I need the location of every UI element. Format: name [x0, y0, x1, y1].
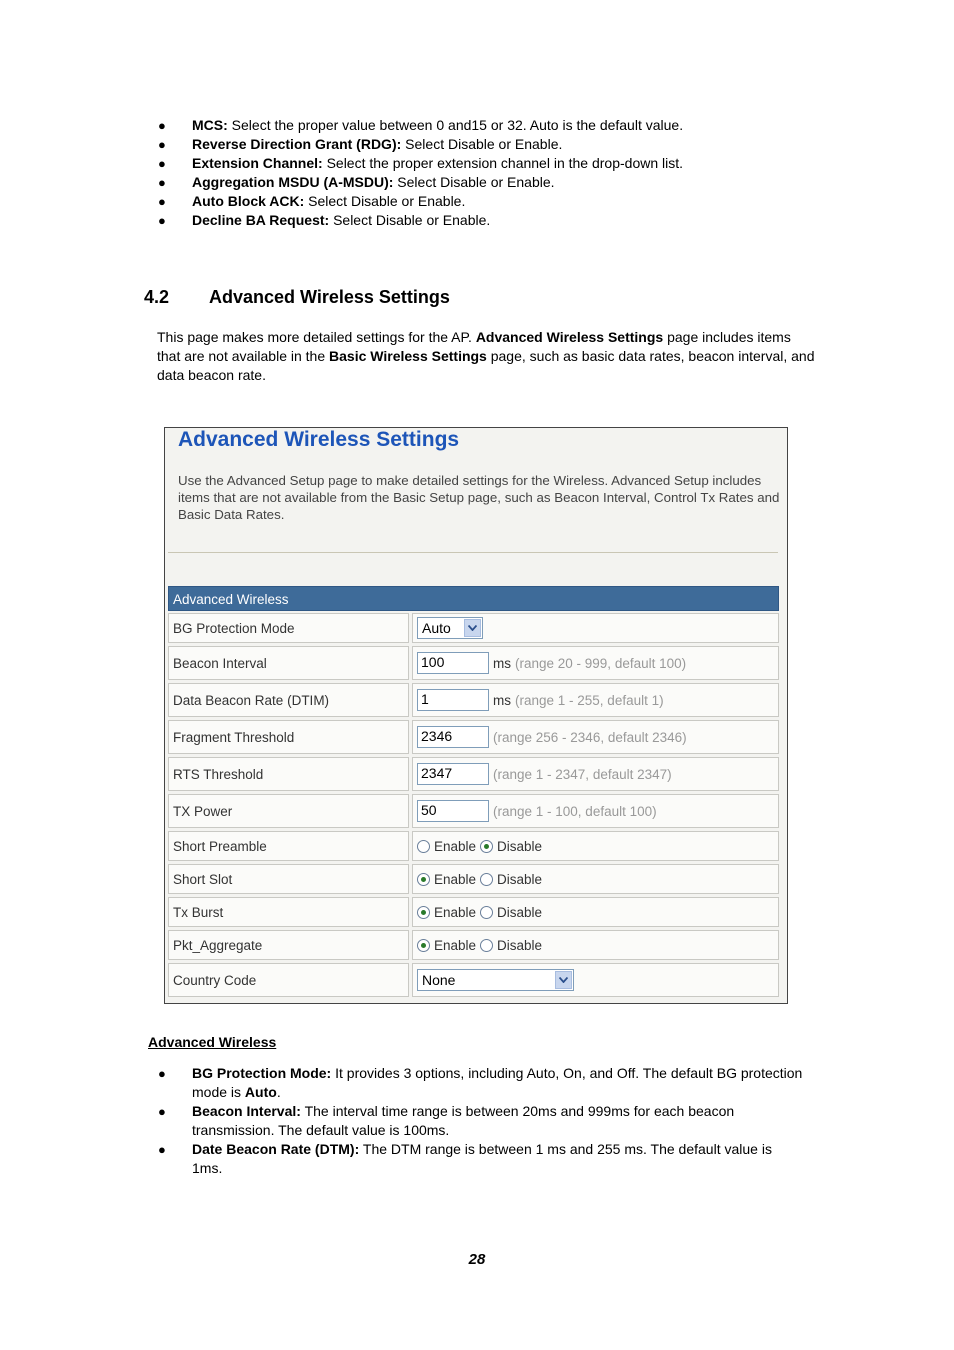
- bullet-term: Auto Block ACK:: [192, 193, 305, 209]
- radio-icon[interactable]: [417, 939, 430, 952]
- radio-label: Enable: [434, 871, 477, 887]
- tx-power-input[interactable]: 50: [417, 800, 489, 822]
- pkt-aggregate-enable-radio[interactable]: [417, 938, 476, 953]
- divider: [168, 552, 778, 553]
- tx-burst-cell: [412, 897, 779, 927]
- radio-icon[interactable]: [480, 840, 493, 853]
- fragment-threshold-input[interactable]: 2346: [417, 726, 489, 748]
- table-row: [168, 646, 779, 680]
- bullet-text: The interval time range is between 20ms and 999ms for each beacon transmission. The default value is 100ms.: [192, 1103, 735, 1138]
- radio-icon[interactable]: [480, 906, 493, 919]
- radio-label: Disable: [497, 871, 543, 887]
- bg-protection-cell: [412, 613, 779, 643]
- advanced-wireless-header: Advanced Wireless: [168, 586, 779, 611]
- bullet-term: Extension Channel:: [192, 155, 323, 171]
- short-preamble-label: Short Preamble: [168, 831, 409, 861]
- bullet-dot-icon: ●: [158, 1142, 166, 1157]
- short-preamble-enable-radio[interactable]: [417, 839, 476, 854]
- fragment-threshold-cell: [412, 720, 779, 754]
- bullet-text: Select Disable or Enable.: [329, 212, 491, 228]
- list-item: [0, 154, 954, 173]
- beacon-interval-input[interactable]: 100: [417, 652, 489, 674]
- bullet-term: Reverse Direction Grant (RDG):: [192, 136, 402, 152]
- bullet-bold-end: Auto: [244, 1084, 277, 1100]
- country-code-select[interactable]: [417, 969, 574, 991]
- table-row: [168, 720, 779, 754]
- country-code-value: None: [422, 972, 456, 988]
- section-title: Advanced Wireless Settings: [209, 287, 450, 307]
- table-row: [168, 794, 779, 828]
- dtim-hint: (range 1 - 255, default 1): [515, 692, 664, 708]
- dtim-label: Data Beacon Rate (DTIM): [168, 683, 409, 717]
- intro-bold: Basic Wireless Settings: [329, 348, 487, 364]
- beacon-interval-label: Beacon Interval: [168, 646, 409, 680]
- radio-label: Enable: [434, 904, 477, 920]
- bg-protection-select[interactable]: [417, 617, 483, 639]
- dtim-unit: ms: [493, 692, 511, 708]
- radio-icon[interactable]: [480, 873, 493, 886]
- bullet-dot-icon: ●: [158, 1104, 166, 1119]
- fragment-threshold-label: Fragment Threshold: [168, 720, 409, 754]
- tx-power-hint: (range 1 - 100, default 100): [493, 803, 657, 819]
- short-preamble-disable-radio[interactable]: [480, 839, 542, 854]
- list-item: [0, 1064, 954, 1102]
- panel-description: Use the Advanced Setup page to make detailed settings for the Wireless. Advanced Setup includes items that are not available from the Basic Setup page, such as Beacon Interval, Control Tx Rates and Basic Data Rates.: [178, 473, 780, 522]
- bullet-dot-icon: ●: [158, 213, 166, 228]
- bullet-text: Select Disable or Enable.: [393, 174, 555, 190]
- bullet-text: Select the proper value between 0 and15 or 32. Auto is the default value.: [227, 117, 684, 133]
- beacon-interval-cell: [412, 646, 779, 680]
- list-item: [0, 1102, 954, 1140]
- rts-threshold-input[interactable]: 2347: [417, 763, 489, 785]
- tx-burst-enable-radio[interactable]: [417, 905, 476, 920]
- bullet-text: Select Disable or Enable.: [401, 136, 563, 152]
- fragment-threshold-hint: (range 256 - 2346, default 2346): [493, 729, 687, 745]
- bullet-dot-icon: ●: [158, 1066, 166, 1081]
- bullet-term: MCS:: [192, 117, 228, 133]
- bullet-term: Date Beacon Rate (DTM):: [192, 1141, 360, 1157]
- bullet-dot-icon: ●: [158, 175, 166, 190]
- radio-label: Enable: [434, 838, 477, 854]
- bullet-dot-icon: ●: [158, 118, 166, 133]
- radio-label: Enable: [434, 937, 477, 953]
- table-row: [168, 831, 779, 861]
- radio-icon[interactable]: [480, 939, 493, 952]
- table-row: [168, 897, 779, 927]
- table-row: [168, 613, 779, 643]
- list-item: [0, 211, 954, 230]
- bullet-tail: .: [276, 1084, 281, 1100]
- rts-threshold-hint: (range 1 - 2347, default 2347): [493, 766, 672, 782]
- short-slot-enable-radio[interactable]: [417, 872, 476, 887]
- intro-bold: Advanced Wireless Settings: [475, 329, 664, 345]
- bullet-term: Beacon Interval:: [192, 1103, 301, 1119]
- tx-burst-label: Tx Burst: [168, 897, 409, 927]
- bullet-dot-icon: ●: [158, 137, 166, 152]
- rts-threshold-label: RTS Threshold: [168, 757, 409, 791]
- bullet-term: BG Protection Mode:: [192, 1065, 332, 1081]
- pkt-aggregate-label: Pkt_Aggregate: [168, 930, 409, 960]
- panel-title: Advanced Wireless Settings: [178, 428, 460, 451]
- bullet-text: Select Disable or Enable.: [304, 193, 466, 209]
- bullet-text: The DTM range is between 1 ms and 255 ms. The default value is 1ms.: [192, 1141, 772, 1176]
- radio-icon[interactable]: [417, 840, 430, 853]
- dtim-input[interactable]: 1: [417, 689, 489, 711]
- tx-burst-disable-radio[interactable]: [480, 905, 542, 920]
- tx-power-cell: [412, 794, 779, 828]
- bottom-bullet-list: [0, 1064, 954, 1178]
- table-row: [168, 864, 779, 894]
- table-row: [168, 757, 779, 791]
- bg-protection-value: Auto: [422, 620, 451, 636]
- intro-text: page includes items that are not available in the: [157, 329, 791, 364]
- intro-paragraph: [157, 328, 817, 385]
- intro-text: page, such as basic data rates, beacon interval, and data beacon rate.: [157, 348, 815, 383]
- beacon-interval-unit: ms: [493, 655, 511, 671]
- pkt-aggregate-cell: [412, 930, 779, 960]
- settings-screenshot-panel: [164, 427, 788, 1004]
- bg-protection-label: BG Protection Mode: [168, 613, 409, 643]
- rts-threshold-cell: [412, 757, 779, 791]
- list-item: [0, 135, 954, 154]
- radio-label: Disable: [497, 838, 543, 854]
- table-row: [168, 963, 779, 997]
- list-item: [0, 1140, 954, 1178]
- top-bullet-list: [0, 116, 954, 230]
- country-code-cell: [412, 963, 779, 997]
- table-row: [168, 930, 779, 960]
- short-slot-label: Short Slot: [168, 864, 409, 894]
- list-item: [0, 192, 954, 211]
- radio-icon[interactable]: [417, 873, 430, 886]
- intro-text: This page makes more detailed settings for the AP.: [157, 329, 476, 345]
- beacon-interval-hint: (range 20 - 999, default 100): [515, 655, 687, 671]
- bullet-text: It provides 3 options, including Auto, On, and Off. The default BG protection mode is: [192, 1065, 803, 1100]
- chevron-down-icon[interactable]: [464, 619, 481, 637]
- page-number: 28: [468, 1251, 486, 1268]
- pkt-aggregate-disable-radio[interactable]: [480, 938, 542, 953]
- short-preamble-cell: [412, 831, 779, 861]
- short-slot-disable-radio[interactable]: [480, 872, 542, 887]
- sub-heading: Advanced Wireless: [148, 1034, 277, 1050]
- bullet-text: Select the proper extension channel in the drop-down list.: [322, 155, 684, 171]
- settings-table: [168, 613, 779, 997]
- bullet-term: Decline BA Request:: [192, 212, 330, 228]
- radio-label: Disable: [497, 937, 543, 953]
- short-slot-cell: [412, 864, 779, 894]
- list-item: [0, 173, 954, 192]
- bullet-term: Aggregation MSDU (A-MSDU):: [192, 174, 394, 190]
- bullet-dot-icon: ●: [158, 194, 166, 209]
- radio-icon[interactable]: [417, 906, 430, 919]
- chevron-down-icon[interactable]: [555, 971, 572, 989]
- dtim-cell: [412, 683, 779, 717]
- table-row: [168, 683, 779, 717]
- bullet-dot-icon: ●: [158, 156, 166, 171]
- radio-label: Disable: [497, 904, 543, 920]
- list-item: [0, 116, 954, 135]
- tx-power-label: TX Power: [168, 794, 409, 828]
- section-heading: [144, 287, 450, 308]
- section-number: 4.2: [144, 287, 170, 307]
- country-code-label: Country Code: [168, 963, 409, 997]
